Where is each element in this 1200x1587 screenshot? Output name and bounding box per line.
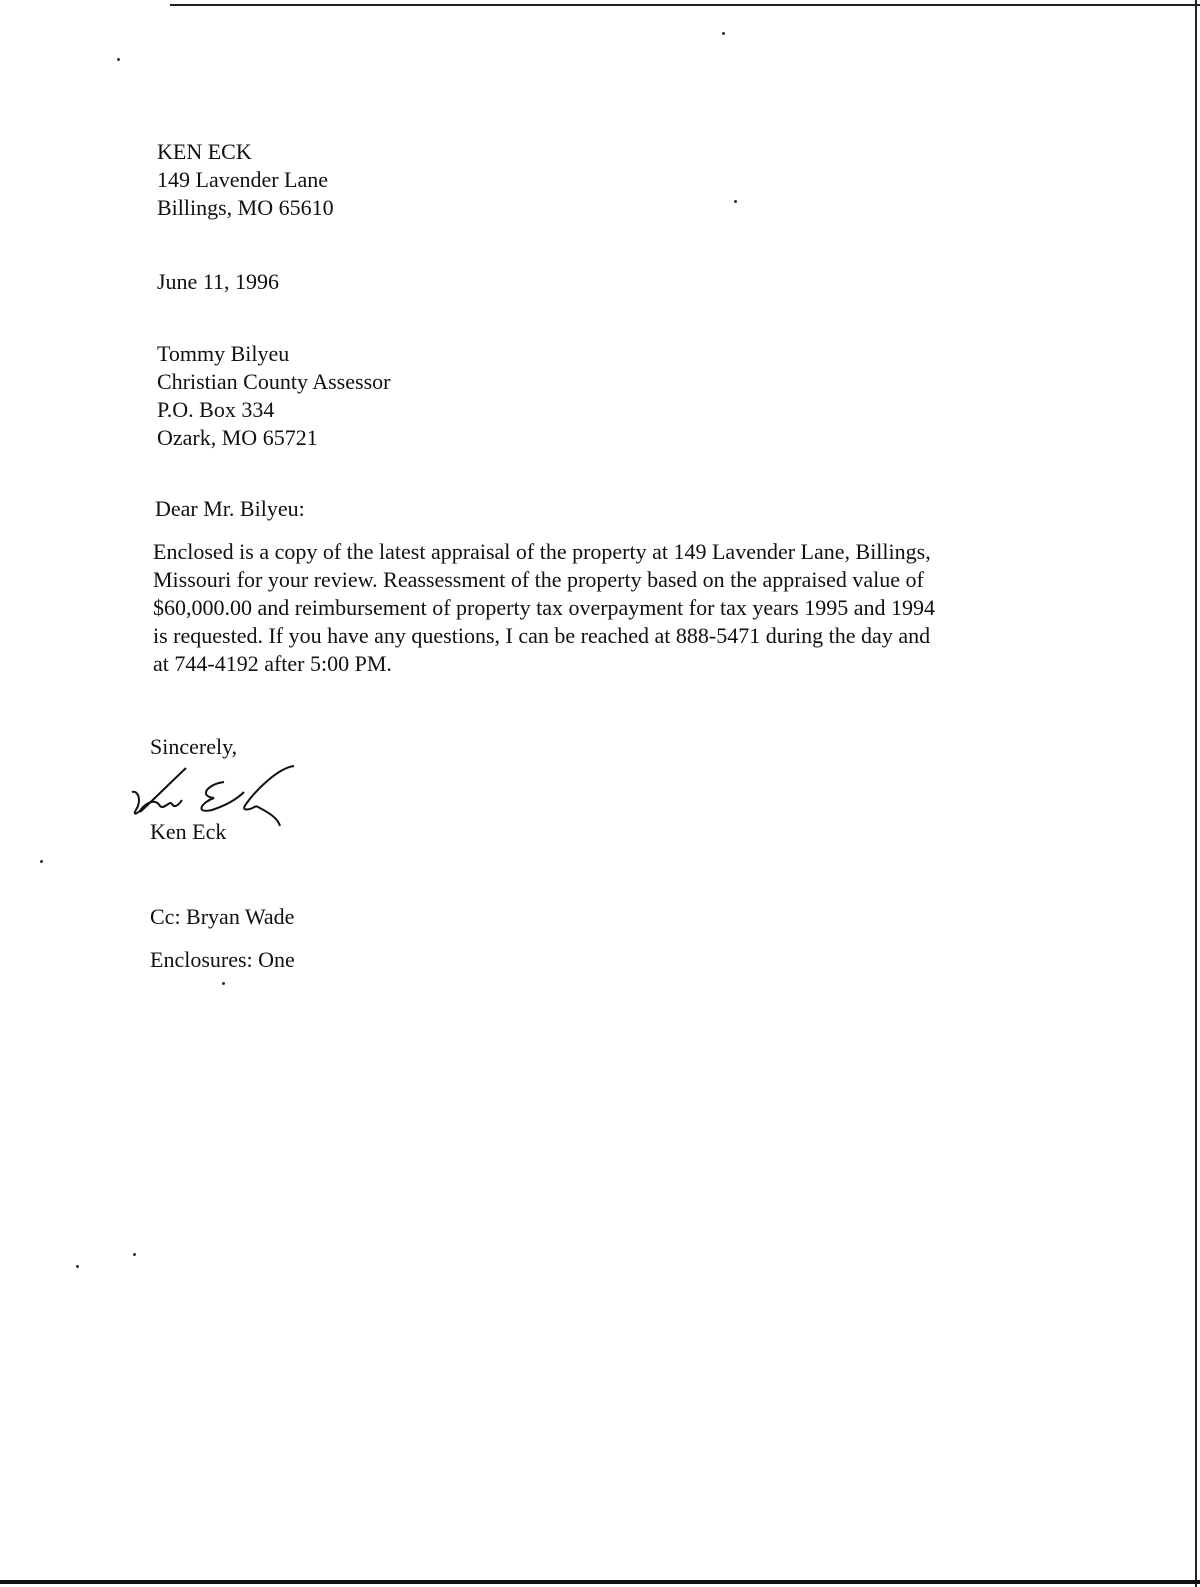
right-edge-rule (1195, 0, 1197, 1587)
body-line: Missouri for your review. Reassessment of the property based on the appraised value of (153, 567, 924, 592)
recipient-name: Tommy Bilyeu (157, 341, 290, 366)
carbon-copy: Cc: Bryan Wade (150, 904, 295, 929)
scan-speck (734, 200, 737, 203)
scan-speck (722, 32, 725, 35)
signer-name: Ken Eck (150, 819, 227, 844)
scan-speck (133, 1253, 136, 1256)
enclosures: Enclosures: One (150, 947, 295, 972)
bottom-edge-rule (0, 1580, 1200, 1584)
letter-body (153, 538, 983, 678)
recipient-address (157, 340, 390, 452)
salutation: Dear Mr. Bilyeu: (155, 496, 305, 521)
scan-speck (117, 58, 120, 61)
scan-speck (40, 860, 43, 863)
recipient-box: P.O. Box 334 (157, 397, 275, 422)
scan-speck (76, 1265, 79, 1268)
recipient-city: Ozark, MO 65721 (157, 425, 318, 450)
top-edge-rule (170, 4, 1200, 6)
sender-address (157, 138, 334, 222)
body-line: at 744-4192 after 5:00 PM. (153, 651, 392, 676)
sender-city: Billings, MO 65610 (157, 195, 334, 220)
closing: Sincerely, (150, 734, 238, 759)
body-line: Enclosed is a copy of the latest appraisal of the property at 149 Lavender Lane, Billings, (153, 539, 931, 564)
body-line: is requested. If you have any questions, I can be reached at 888-5471 during the day and (153, 623, 931, 648)
scan-speck (222, 982, 225, 985)
sender-street: 149 Lavender Lane (157, 167, 329, 192)
sender-name: KEN ECK (157, 139, 252, 164)
body-line: $60,000.00 and reimbursement of property tax overpayment for tax years 1995 and 1994 (153, 595, 936, 620)
recipient-title: Christian County Assessor (157, 369, 391, 394)
letter-date: June 11, 1996 (157, 269, 280, 294)
